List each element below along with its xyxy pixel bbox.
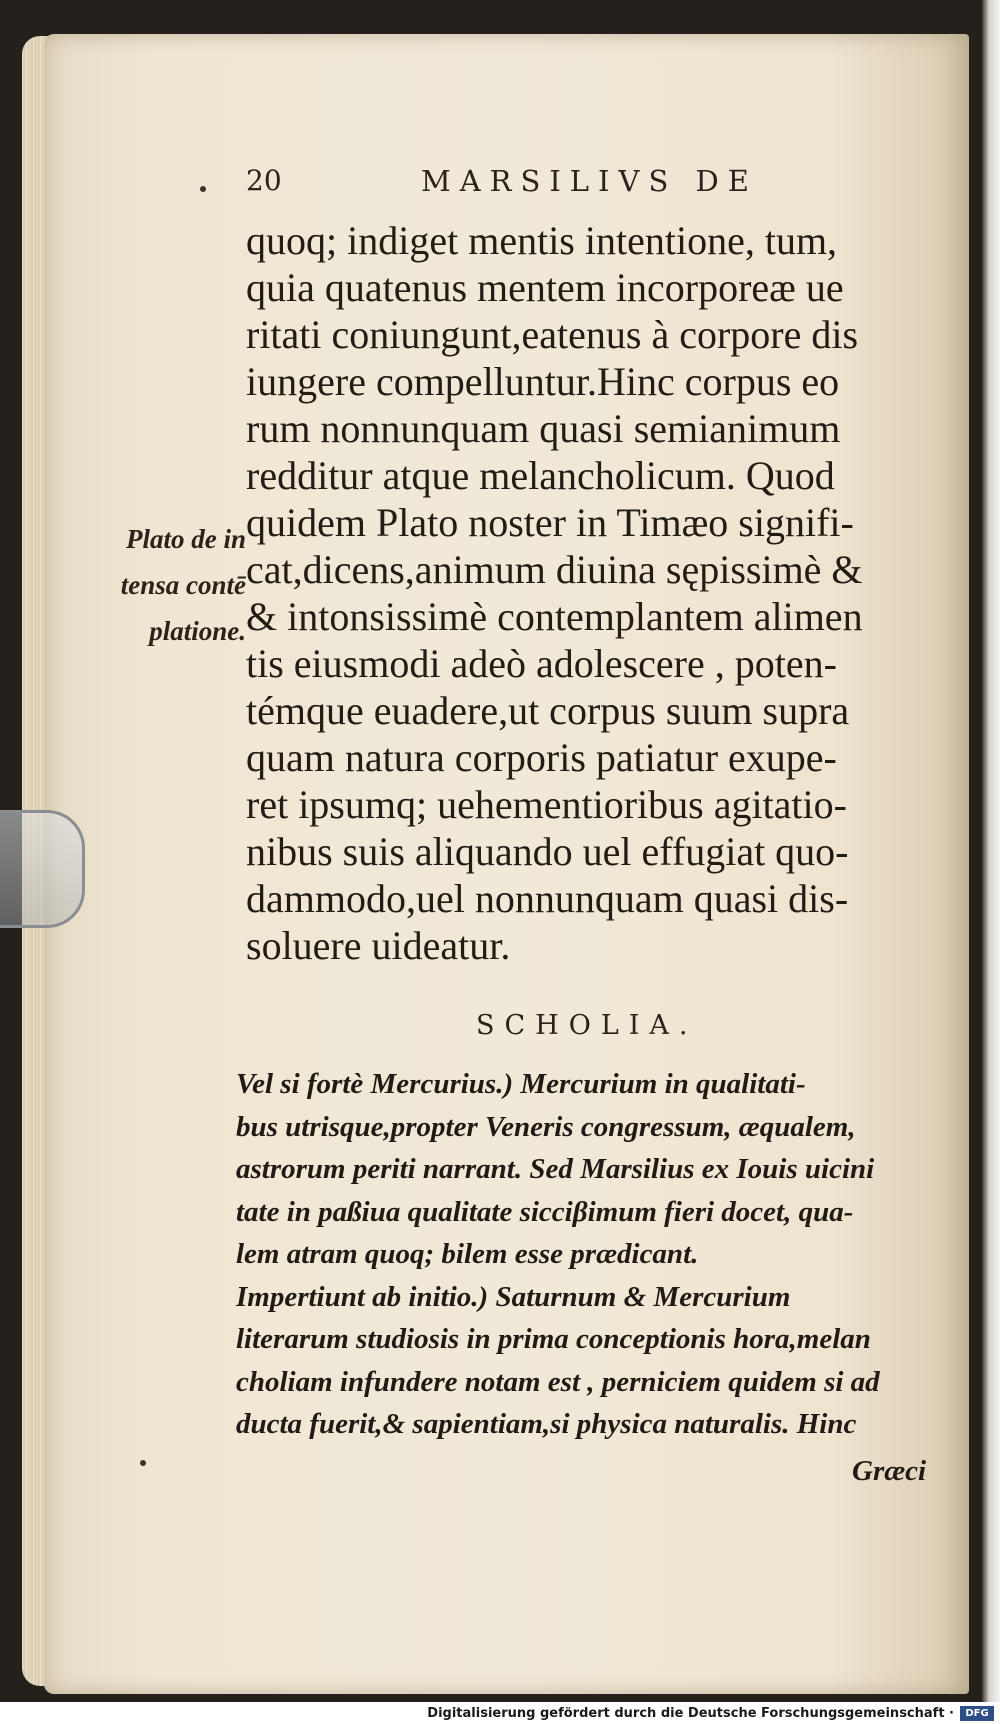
scholia-line: Impertiunt ab initio.) Saturnum & Mercurium <box>236 1280 791 1313</box>
scholia-line: lem atram quoq; bilem esse prædicant. <box>236 1238 699 1270</box>
footer-bar <box>0 1702 1000 1724</box>
running-head-title: MARSILIVS DE <box>421 164 758 198</box>
footer-credit: Digitalisierung gefördert durch die Deutsche Forschungsgemeinschaft · <box>427 1706 954 1721</box>
main-text-line: dammodo,uel nonnunquam quasi dis- <box>246 876 849 921</box>
dfg-logo: DFG <box>960 1706 994 1721</box>
scholia-line: Vel si fortè Mercurius.) Mercurium in qualitati- <box>236 1068 806 1100</box>
scholia-line: literarum studiosis in prima conceptionis hora,melan <box>236 1323 871 1355</box>
scholia-line: bus utrisque,propter Veneris congressum, æqualem, <box>236 1110 856 1143</box>
main-text-line: rum nonnunquam quasi semianimum <box>246 406 841 451</box>
running-head <box>246 164 866 204</box>
scholia-line: astrorum periti narrant. Sed Marsilius ex Iouis uicini <box>236 1153 875 1185</box>
marginal-note-line: Plato de in <box>126 524 246 554</box>
main-text-line: quoq; indiget mentis intentione, tum, <box>246 218 838 263</box>
scholia-block <box>236 1063 936 1446</box>
main-text-line: ritati coniungunt,eatenus à corpore dis <box>246 312 859 357</box>
scholia-heading: SCHOLIA. <box>476 1010 698 1041</box>
catchword: Græci <box>852 1455 927 1487</box>
main-text-line: témque euadere,ut corpus suum supra <box>246 688 850 733</box>
main-text-line: tis eiusmodi adeò adolescere , poten- <box>246 641 837 686</box>
main-text-block <box>246 217 961 969</box>
ink-dot <box>200 186 206 192</box>
main-text-line: redditur atque melancholicum. Quod <box>246 453 835 498</box>
scholia-line: tate in paßiua qualitate sicciβimum fieri docet, qua- <box>236 1195 854 1228</box>
main-text-line: soluere uideatur. <box>246 923 511 968</box>
main-text-line: quia quatenus mentem incorporeæ ue <box>246 265 844 310</box>
main-text-line: & intonsissimè contemplantem alimen <box>246 594 863 639</box>
next-page-edge <box>982 0 1000 1724</box>
main-text-line: iungere compelluntur.Hinc corpus eo <box>246 359 840 404</box>
book-clip <box>0 810 85 928</box>
main-text-line: ret ipsumq; uehementioribus agitatio- <box>246 782 847 827</box>
scholia-line: choliam infundere notam est , perniciem quidem si ad <box>236 1365 880 1398</box>
ink-dot <box>140 1460 146 1466</box>
page-number: 20 <box>246 164 282 197</box>
marginal-note-line: tensa contē <box>120 570 246 600</box>
marginal-note <box>82 516 246 654</box>
main-text-line: cat,dicens,animum diuina sępissimè & <box>246 547 863 592</box>
marginal-note-line: platione. <box>149 616 246 646</box>
scholia-line: ducta fuerit,& sapientiam,si physica naturalis. Hinc <box>236 1408 857 1440</box>
main-text-line: quam natura corporis patiatur exupe- <box>246 735 837 780</box>
main-text-line: quidem Plato noster in Timæo signifi- <box>246 500 854 545</box>
main-text-line: nibus suis aliquando uel effugiat quo- <box>246 829 849 874</box>
